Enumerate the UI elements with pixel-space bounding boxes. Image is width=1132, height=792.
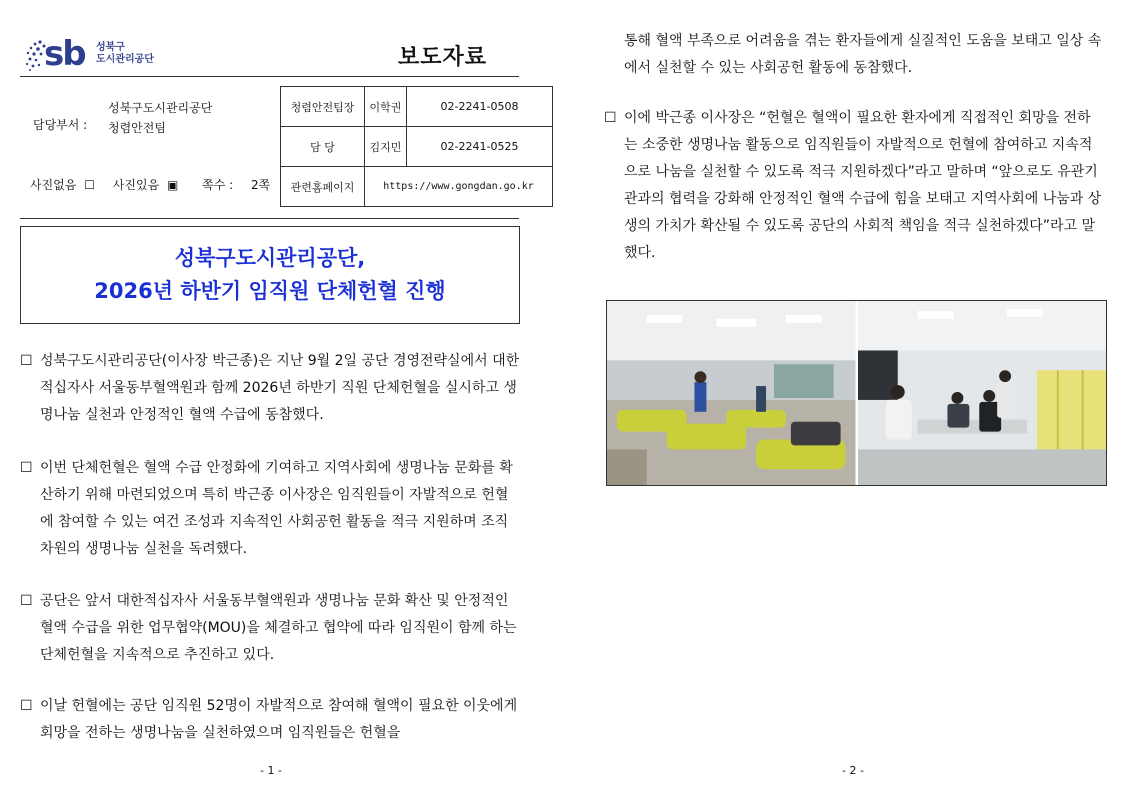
- contact-name: 이학권: [365, 87, 407, 127]
- dept-org: 성북구도시관리공단: [108, 101, 213, 115]
- headline-line1: 성북구도시관리공단,: [174, 246, 366, 270]
- dept-label: 담당부서 :: [33, 118, 88, 132]
- page-count-value: 2쪽: [251, 178, 271, 192]
- paragraph-text: 성북구도시관리공단(이사장 박근종)은 지난 9월 2일 공단 경영전략실에서 대한적십자사 서울동부혈액원과 함께 2026년 하반기 직원 단체헌혈을 실시하고 생명나눔 실천과 안정적인 혈액 수급에 동참했다.: [40, 353, 520, 423]
- contact-phone: 02-2241-0508: [407, 87, 553, 127]
- checkbox-bullet: ☐: [20, 353, 33, 369]
- doc-type-title: 보도자료: [398, 45, 488, 70]
- homepage-label: 관련홈페이지: [281, 167, 365, 207]
- paragraph-continuation: [604, 28, 1104, 82]
- contact-role: 청렴안전팀장: [281, 87, 365, 127]
- sb-logo: [24, 34, 154, 76]
- checkbox-bullet: ☐: [20, 698, 33, 714]
- paragraph-text: 이에 박근종 이사장은 “헌혈은 혈액이 필요한 환자에게 직접적인 회망을 전하는 소중한 생명나눔 활동으로 임직원들이 자발적으로 헌혈에 참여하고 지속적으로 나눔을 실천할 수 있도록 적극 지원하겠다”라고 말하며 “앞으로도 유관기관과의 협력을 강화해 안정적인 혈액 수급에 힘을 보태고 지역사회에 나눔과 상생의 가치가 확산될 수 있도록 공단의 사회적 책임을 적극 실천하겠다”라고 말했다.: [624, 110, 1102, 261]
- paragraph: [20, 455, 520, 563]
- logo-org-line1: 성북구: [96, 42, 125, 53]
- contact-row: [281, 87, 553, 127]
- contact-table: [280, 86, 553, 207]
- paragraph-text: 이날 헌혈에는 공단 임직원 52명이 자발적으로 참여해 혈액이 필요한 이웃에게 회망을 전하는 생명나눔을 실천하였으며 임직원들은 헌혈을: [40, 698, 518, 741]
- page-count-label: 쪽수 :: [202, 178, 234, 192]
- logo-org-line2: 도시관리공단: [96, 54, 154, 65]
- checkbox-bullet: ☐: [20, 460, 33, 476]
- headline-line2: 2026년 하반기 임직원 단체헌혈 진행: [94, 279, 446, 303]
- logo-org: [96, 42, 154, 66]
- contact-phone: 02-2241-0525: [407, 127, 553, 167]
- homepage-url[interactable]: https://www.gongdan.go.kr: [365, 167, 553, 207]
- checkbox-bullet: ☐: [604, 110, 617, 126]
- blood-donation-photo-1: [607, 301, 856, 485]
- photo-none-checkbox: ☐: [84, 178, 95, 192]
- paragraph-text: 이번 단체헌혈은 혈액 수급 안정화에 기여하고 지역사회에 생명나눔 문화를 확산하기 위해 마련되었으며 특히 박근종 이사장은 임직원들이 자발적으로 헌혈에 참여할 수 있는 여건 조성과 지속적인 사회공헌 활동을 적극 지원하며 조직 차원의 생명나눔 실천을 독려했다.: [40, 460, 513, 557]
- paragraph: [20, 348, 520, 429]
- paragraph: [20, 588, 520, 669]
- checkbox-bullet: ☐: [20, 593, 33, 609]
- paragraph: [20, 693, 520, 747]
- photo-none-label: 사진없음: [30, 178, 77, 192]
- headline-box: [20, 226, 520, 324]
- photo-info: [30, 176, 270, 193]
- page-2: [566, 0, 1132, 792]
- paragraph-text: 공단은 앞서 대한적십자사 서울동부혈액원과 생명나눔 문화 확산 및 안정적인 혈액 수급을 위한 업무협약(MOU)을 체결하고 협약에 따라 임직원이 함께 하는 단체헌혈을 지속적으로 추진하고 있다.: [40, 593, 517, 663]
- blood-donation-photo-2: [856, 301, 1107, 485]
- page-number: - 2 -: [842, 764, 864, 777]
- contact-name: 김지민: [365, 127, 407, 167]
- paragraph-text: 통해 혈액 부족으로 어려움을 겪는 환자들에게 실질적인 도움을 보태고 일상 속에서 실천할 수 있는 사회공헌 활동에 동참했다.: [624, 33, 1102, 76]
- paragraph: [604, 105, 1104, 267]
- header-divider: [20, 76, 519, 77]
- dept-team: 청렴안전팀: [108, 121, 166, 135]
- contact-role: 담 당: [281, 127, 365, 167]
- photo-strip: [606, 300, 1107, 486]
- logo-text: sb: [44, 34, 85, 74]
- contact-row: [281, 127, 553, 167]
- photo-yes-label: 사진있음: [112, 178, 160, 192]
- photo-yes-checkbox: ▣: [167, 178, 179, 192]
- page-number: - 1 -: [260, 764, 282, 777]
- header-bottom-divider: [20, 218, 519, 219]
- homepage-row: [281, 167, 553, 207]
- dept-names: [108, 98, 212, 138]
